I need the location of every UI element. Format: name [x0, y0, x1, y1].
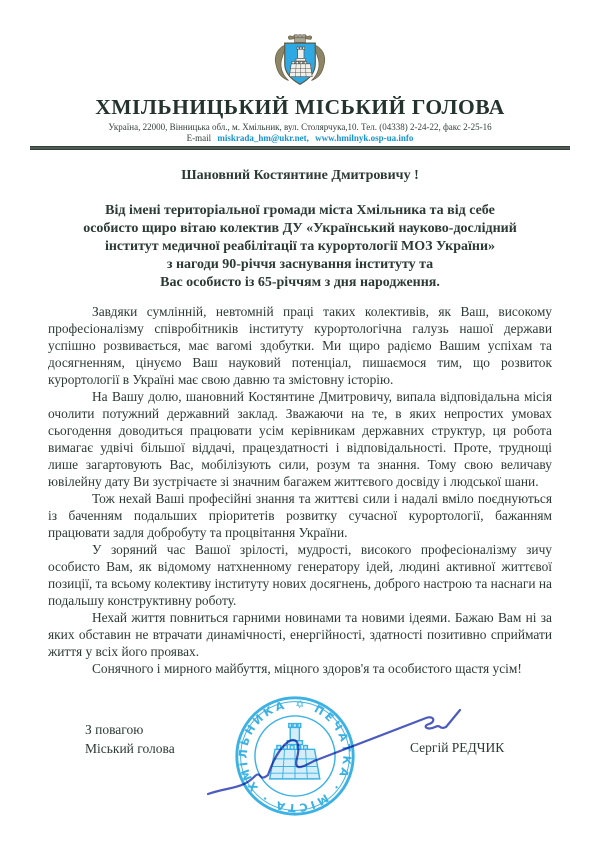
- intro-line: особисто щиро вітаю колектив ДУ «Український науково-дослідний: [83, 221, 517, 236]
- email-label: E-mail: [186, 132, 212, 143]
- intro-line: Від імені територіальної громади міста Хмільника та від себе: [105, 203, 495, 218]
- letterhead-contacts: [0, 133, 600, 144]
- intro-line: з нагоди 90-річчя заснування інституту та: [166, 257, 434, 272]
- paragraph: У зоряний час Вашої зрілості, мудрості, високого професіоналізму зичу особисто Вам, як відомому натхненному генератору ідей, людині активної життєвої позиції, та всьому колективу інституту нових досягнень, доброго настрою та наснаги на подальшу конструктивну роботу.: [48, 542, 552, 608]
- paragraph: Сонячного і мирного майбуття, міцного здоров'я та особистого щастя усім!: [92, 661, 522, 676]
- stamp-ring-text: ✡ ПЕЧАТКА · МІСТА · ХМІЛЬНИКА: [236, 697, 354, 815]
- letterhead-address: Україна, 22000, Вінницька обл., м. Хмільник, вул. Столярчука,10. Тел. (04338) 2-24-22, факс 2-25-16: [108, 122, 492, 132]
- signature-closing-block: [85, 720, 175, 758]
- salutation: Шановний Костянтине Дмитровичу !: [181, 168, 419, 183]
- signer-name: Сергій РЕДЧИК: [410, 740, 505, 755]
- pen-signature: [198, 692, 470, 804]
- email-link[interactable]: miskrada_hm@ukr.net,: [217, 132, 309, 143]
- khmilnyk-coat-of-arms-icon: [271, 32, 329, 94]
- closing-phrase: З повагою: [85, 722, 144, 737]
- website-link[interactable]: www.hmilnyk.osp-ua.info: [315, 132, 414, 143]
- signer-position: Міський голова: [85, 741, 175, 756]
- intro-line: Вас особисто із 65-річчям з дня народження.: [160, 275, 440, 290]
- paragraph: На Вашу долю, шановний Костянтине Дмитровичу, випала відповідальна місія очолити потужний державний заклад. Зважаючи на те, в яких непростих умовах сьогодення доводиться працювати усім керівникам державних структур, ця робота вимагає удвічі більшої віддачі, працездатності і відповідальності. Проте, труднощі лише загартовують Вас, мобілізують сили, розум та знання. Тому свою величаву ювілейну дату Ви зустрічаєте зі значним багажем життєвого досвіду і людської шани.: [48, 389, 552, 489]
- paragraph: Тож нехай Ваші професійні знання та життєві сили і надалі вміло поєднуються із баченням подальших пріоритетів розвитку сучасної курортології, бажанням працювати задля добробуту та процвітання України.: [48, 491, 552, 540]
- header-divider: [30, 146, 570, 150]
- letterhead-title: ХМІЛЬНИЦЬКИЙ МІСЬКИЙ ГОЛОВА: [95, 95, 505, 119]
- paragraph: Завдяки сумлінній, невтомній праці таких колективів, як Ваш, високому професіоналізму співробітників інституту курортологічна галузь нашої держави успішно розвивається, має вагомі здобутки. Ми щиро радіємо Вашим успіхам та досягненням, цінуємо Ваш науковий потенціал, пишаємося тим, що розвиток курортології в Україні має свою давню та змістовну історію.: [48, 304, 552, 387]
- intro-line: інститут медичної реабілітації та курортології МОЗ України»: [104, 239, 496, 254]
- intro-greeting: [48, 202, 552, 292]
- paragraph: Нехай життя повниться гарними новинами та новими ідеями. Бажаю Вам ні за яких обставин не втрачати динамічності, енергійності, здатності позитивно сприймати життя у всіх його проявах.: [48, 610, 552, 659]
- letterhead: [0, 32, 600, 150]
- letter-body: [0, 167, 600, 677]
